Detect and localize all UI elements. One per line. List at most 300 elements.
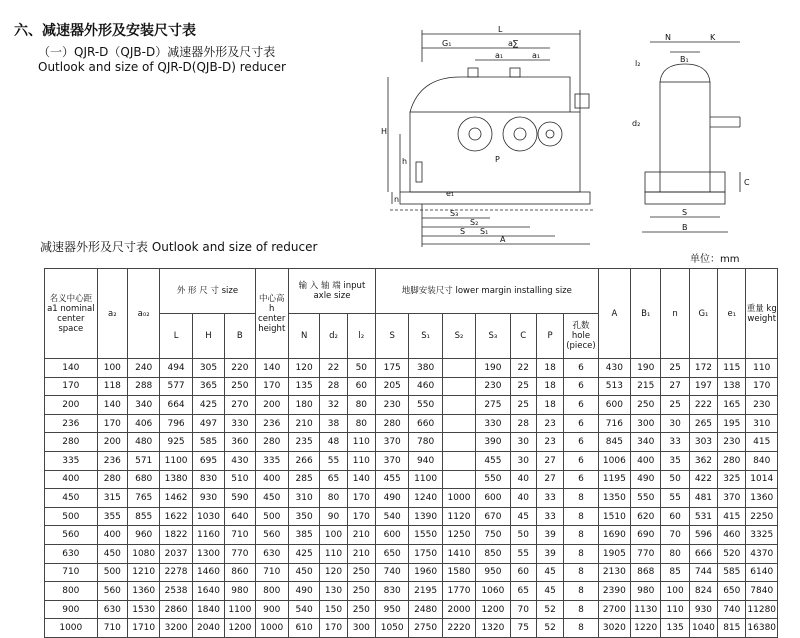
table-cell: 285 (288, 470, 319, 489)
table-cell: 22 (320, 359, 347, 378)
table-cell: 925 (160, 433, 192, 452)
table-cell: 60 (510, 563, 536, 582)
table-cell: 1390 (409, 507, 442, 526)
table-cell: 197 (689, 377, 717, 396)
table-cell: 250 (347, 563, 375, 582)
table-cell: 300 (347, 619, 375, 638)
table-cell: 1200 (476, 600, 510, 619)
table-cell: 660 (409, 414, 442, 433)
table-cell: 400 (631, 451, 661, 470)
table-cell: 230 (375, 396, 408, 415)
table-cell: 270 (225, 396, 255, 415)
drawing-label-P: P (495, 155, 500, 164)
table-cell: 494 (160, 359, 192, 378)
drawing-label-l2: l₂ (635, 59, 641, 68)
table-cell: 585 (192, 433, 224, 452)
table-cell: 6140 (746, 563, 778, 582)
header-B: B (225, 314, 255, 359)
drawing-label-H: H (381, 127, 388, 136)
table-cell: 236 (97, 451, 127, 470)
header-weight: 重量 kg weight (746, 269, 778, 359)
table-cell: 210 (347, 526, 375, 545)
table-cell: 170 (320, 619, 347, 638)
table-cell: 780 (409, 433, 442, 452)
table-cell: 266 (288, 451, 319, 470)
table-cell: 2037 (160, 544, 192, 563)
table-cell: 25 (661, 396, 689, 415)
table-cell: 1622 (160, 507, 192, 526)
table-cell: 300 (631, 414, 661, 433)
table-cell: 415 (718, 507, 746, 526)
table-cell: 2250 (746, 507, 778, 526)
table-cell: 950 (476, 563, 510, 582)
table-cell: 590 (225, 489, 255, 508)
table-cell: 800 (45, 582, 98, 601)
table-cell: 175 (375, 359, 408, 378)
header-S3: S₃ (476, 314, 510, 359)
table-cell: 18 (536, 396, 563, 415)
drawing-label-S-side: S (682, 208, 688, 217)
table-cell: 1100 (225, 600, 255, 619)
table-cell: 824 (689, 582, 717, 601)
table-cell: 400 (97, 526, 127, 545)
table-cell: 2040 (192, 619, 224, 638)
table-cell: 70 (510, 600, 536, 619)
table-cell: 666 (689, 544, 717, 563)
table-cell: 280 (375, 414, 408, 433)
table-cell: 770 (225, 544, 255, 563)
drawing-label-S1: S₁ (480, 227, 489, 236)
table-cell: 6 (564, 470, 598, 489)
table-cell: 8 (564, 600, 598, 619)
header-d2: d₂ (320, 314, 347, 359)
drawing-label-S: S (460, 227, 466, 236)
table-cell: 110 (746, 359, 778, 378)
table-cell: 33 (661, 433, 689, 452)
table-cell: 425 (192, 396, 224, 415)
table-cell: 325 (718, 470, 746, 489)
table-cell: 540 (375, 507, 408, 526)
table-cell: 3020 (598, 619, 630, 638)
table-cell: 940 (409, 451, 442, 470)
table-cell: 120 (288, 359, 319, 378)
table-cell: 30 (510, 451, 536, 470)
table-cell: 1210 (128, 563, 160, 582)
table-cell: 120 (320, 563, 347, 582)
header-N: N (288, 314, 319, 359)
table-cell: 170 (347, 507, 375, 526)
table-cell: 335 (255, 451, 288, 470)
header-B1: B₁ (631, 269, 661, 359)
header-S2: S₂ (442, 314, 475, 359)
table-cell: 25 (510, 396, 536, 415)
table-cell: 170 (746, 377, 778, 396)
table-cell: 110 (661, 600, 689, 619)
table-cell: 1360 (746, 489, 778, 508)
table-cell: 130 (320, 582, 347, 601)
header-C: C (510, 314, 536, 359)
table-cell: 1460 (192, 563, 224, 582)
table-cell: 23 (536, 414, 563, 433)
table-cell: 1120 (442, 507, 475, 526)
table-row (45, 489, 778, 508)
table-cell: 8 (564, 526, 598, 545)
table-cell: 75 (510, 619, 536, 638)
table-cell: 680 (128, 470, 160, 489)
table-cell: 980 (631, 582, 661, 601)
table-cell: 33 (536, 489, 563, 508)
table-cell: 335 (45, 451, 98, 470)
table-cell: 280 (718, 451, 746, 470)
table-cell: 362 (689, 451, 717, 470)
table-cell: 210 (288, 414, 319, 433)
table-cell: 540 (288, 600, 319, 619)
table-cell: 180 (288, 396, 319, 415)
table-cell: 490 (288, 582, 319, 601)
table-cell: 3325 (746, 526, 778, 545)
table-cell: 22 (510, 359, 536, 378)
table-cell: 28 (510, 414, 536, 433)
table-cell: 8 (564, 563, 598, 582)
table-cell: 55 (661, 489, 689, 508)
table-cell: 650 (375, 544, 408, 563)
table-cell: 460 (718, 526, 746, 545)
table-cell: 2750 (409, 619, 442, 638)
table-cell: 35 (661, 451, 689, 470)
table-cell: 39 (536, 526, 563, 545)
table-cell: 500 (255, 507, 288, 526)
table-cell: 1100 (409, 470, 442, 489)
table-cell: 425 (288, 544, 319, 563)
table-cell: 481 (689, 489, 717, 508)
table-cell: 490 (375, 489, 408, 508)
header-center-space: 名义中心距a1 nominal center space (45, 269, 98, 359)
table-cell: 422 (689, 470, 717, 489)
table-cell: 480 (128, 433, 160, 452)
table-cell: 1710 (128, 619, 160, 638)
table-cell: 1410 (442, 544, 475, 563)
table-cell: 200 (45, 396, 98, 415)
table-cell: 2860 (160, 600, 192, 619)
table-cell: 23 (536, 433, 563, 452)
table-cell: 50 (347, 359, 375, 378)
table-cell: 100 (661, 582, 689, 601)
table-cell: 560 (97, 582, 127, 601)
table-cell: 2195 (409, 582, 442, 601)
table-cell: 110 (347, 451, 375, 470)
table-cell: 770 (631, 544, 661, 563)
table-cell (442, 396, 475, 415)
table-cell: 1100 (160, 451, 192, 470)
table-row (45, 470, 778, 489)
table-cell: 868 (631, 563, 661, 582)
table-cell: 275 (476, 396, 510, 415)
table-cell: 190 (631, 359, 661, 378)
header-installing-size: 地脚安装尺寸 lower margin installing size (375, 269, 598, 314)
table-cell: 650 (718, 582, 746, 601)
table-cell: 25 (661, 359, 689, 378)
table-cell: 1640 (192, 582, 224, 601)
table-cell: 2538 (160, 582, 192, 601)
table-cell: 60 (347, 377, 375, 396)
table-row (45, 433, 778, 452)
table-cell: 330 (476, 414, 510, 433)
table-cell: 815 (718, 619, 746, 638)
table-cell: 740 (718, 600, 746, 619)
table-cell: 1240 (409, 489, 442, 508)
header-e1: e₁ (718, 269, 746, 359)
table-row (45, 507, 778, 526)
table-cell: 930 (689, 600, 717, 619)
table-cell: 380 (409, 359, 442, 378)
table-cell: 65 (320, 470, 347, 489)
header-input-axle: 输 入 轴 端 input axle size (288, 269, 375, 314)
table-cell: 315 (97, 489, 127, 508)
drawing-label-n: n (394, 195, 400, 204)
table-cell: 710 (45, 563, 98, 582)
table-cell: 1822 (160, 526, 192, 545)
table-cell: 571 (128, 451, 160, 470)
table-cell: 1060 (476, 582, 510, 601)
table-cell: 513 (598, 377, 630, 396)
table-cell: 60 (661, 507, 689, 526)
table-cell: 170 (347, 489, 375, 508)
table-cell: 115 (718, 359, 746, 378)
table-cell: 280 (255, 433, 288, 452)
drawing-label-B: B (682, 223, 688, 232)
table-cell: 1220 (631, 619, 661, 638)
table-cell: 710 (255, 563, 288, 582)
table-cell: 1960 (409, 563, 442, 582)
table-cell: 430 (598, 359, 630, 378)
drawing-label-a1-second: a₁ (532, 51, 541, 60)
table-row (45, 414, 778, 433)
table-cell: 235 (288, 433, 319, 452)
table-cell: 250 (631, 396, 661, 415)
table-cell: 52 (536, 600, 563, 619)
table-cell: 1195 (598, 470, 630, 489)
table-cell: 8 (564, 544, 598, 563)
table-cell: 577 (160, 377, 192, 396)
drawing-label-S2: S₂ (470, 218, 479, 227)
table-cell: 135 (661, 619, 689, 638)
table-cell: 250 (225, 377, 255, 396)
header-hole: 孔数 hole (piece) (564, 314, 598, 359)
table-cell: 531 (689, 507, 717, 526)
table-cell: 1000 (255, 619, 288, 638)
unit-note: 单位：mm (690, 254, 740, 265)
table-cell: 310 (288, 489, 319, 508)
table-cell: 855 (128, 507, 160, 526)
table-body (45, 359, 778, 638)
table-cell: 716 (598, 414, 630, 433)
table-cell: 50 (661, 470, 689, 489)
table-cell: 1000 (442, 489, 475, 508)
table-cell: 1320 (476, 619, 510, 638)
table-cell: 630 (45, 544, 98, 563)
header-center-height: 中心高 h center height (255, 269, 288, 359)
table-cell: 340 (631, 433, 661, 452)
table-cell: 200 (255, 396, 288, 415)
drawing-label-a1: a₁ (495, 51, 504, 60)
table-cell: 800 (255, 582, 288, 601)
table-cell: 2390 (598, 582, 630, 601)
table-cell: 110 (320, 544, 347, 563)
table-cell: 1530 (128, 600, 160, 619)
table-cell: 664 (160, 396, 192, 415)
table-cell: 600 (375, 526, 408, 545)
reducer-outline-drawing (380, 22, 790, 250)
table-cell: 150 (320, 600, 347, 619)
table-cell: 1050 (375, 619, 408, 638)
table-cell: 190 (476, 359, 510, 378)
table-cell: 205 (375, 377, 408, 396)
table-cell: 6 (564, 451, 598, 470)
table-cell: 236 (255, 414, 288, 433)
table-cell: 1360 (128, 582, 160, 601)
subtitle: （一）QJR-D（QJB-D）减速器外形及尺寸表 (38, 45, 276, 59)
table-cell: 585 (718, 563, 746, 582)
table-cell: 450 (45, 489, 98, 508)
header-A: A (598, 269, 630, 359)
table-cell: 305 (192, 359, 224, 378)
table-cell: 230 (476, 377, 510, 396)
table-cell: 170 (255, 377, 288, 396)
table-cell: 6 (564, 377, 598, 396)
table-cell: 670 (476, 507, 510, 526)
table-cell: 32 (320, 396, 347, 415)
table-cell: 2130 (598, 563, 630, 582)
table-cell: 830 (192, 470, 224, 489)
table-cell: 500 (97, 563, 127, 582)
table-cell: 170 (97, 414, 127, 433)
table-row (45, 544, 778, 563)
table-cell: 460 (409, 377, 442, 396)
table-cell: 310 (746, 414, 778, 433)
table-cell: 370 (375, 451, 408, 470)
table-cell: 45 (510, 507, 536, 526)
table-cell: 52 (536, 619, 563, 638)
table-cell: 27 (536, 470, 563, 489)
table-cell: 2480 (409, 600, 442, 619)
table-cell: 90 (320, 507, 347, 526)
table-cell (442, 433, 475, 452)
table-cell: 50 (510, 526, 536, 545)
table-caption: 减速器外形及尺寸表 Outlook and size of reducer (40, 240, 318, 254)
table-cell: 138 (718, 377, 746, 396)
table-cell: 550 (409, 396, 442, 415)
table-cell: 80 (661, 544, 689, 563)
table-cell: 2000 (442, 600, 475, 619)
table-cell: 27 (536, 451, 563, 470)
table-cell: 45 (536, 582, 563, 601)
table-cell: 280 (45, 433, 98, 452)
table-cell: 370 (718, 489, 746, 508)
table-cell: 497 (192, 414, 224, 433)
table-cell: 520 (718, 544, 746, 563)
header-n: n (661, 269, 689, 359)
table-cell: 85 (661, 563, 689, 582)
table-row (45, 359, 778, 378)
table-cell: 510 (225, 470, 255, 489)
table-cell: 330 (225, 414, 255, 433)
table-cell: 140 (45, 359, 98, 378)
table-cell: 80 (320, 489, 347, 508)
section-title: 六、减速器外形及安装尺寸表 (14, 23, 196, 39)
table-cell: 28 (320, 377, 347, 396)
table-cell: 1006 (598, 451, 630, 470)
table-cell: 1040 (689, 619, 717, 638)
table-cell: 415 (746, 433, 778, 452)
table-cell: 30 (510, 433, 536, 452)
table-cell: 236 (45, 414, 98, 433)
table-row (45, 377, 778, 396)
table-cell: 355 (97, 507, 127, 526)
table-cell: 400 (255, 470, 288, 489)
table-cell: 220 (225, 359, 255, 378)
header-S1: S₁ (409, 314, 442, 359)
table-cell: 2700 (598, 600, 630, 619)
table-cell: 1690 (598, 526, 630, 545)
table-cell: 490 (631, 470, 661, 489)
drawing-label-h: h (402, 157, 408, 166)
table-cell: 140 (347, 470, 375, 489)
table-cell: 210 (347, 544, 375, 563)
table-cell: 600 (598, 396, 630, 415)
table-cell (442, 359, 475, 378)
table-cell: 900 (45, 600, 98, 619)
table-cell (442, 377, 475, 396)
table-cell: 430 (225, 451, 255, 470)
table-cell: 550 (476, 470, 510, 489)
table-cell: 240 (128, 359, 160, 378)
table-cell: 30 (661, 414, 689, 433)
table-cell: 170 (45, 377, 98, 396)
table-cell: 950 (375, 600, 408, 619)
table-cell: 110 (347, 433, 375, 452)
table-cell: 18 (536, 359, 563, 378)
table-cell: 455 (476, 451, 510, 470)
table-cell: 960 (128, 526, 160, 545)
table-cell: 25 (510, 377, 536, 396)
table-cell: 550 (631, 489, 661, 508)
table-cell: 27 (661, 377, 689, 396)
table-row (45, 600, 778, 619)
table-cell: 340 (128, 396, 160, 415)
table-cell: 38 (320, 414, 347, 433)
header-a2: a₂ (97, 269, 127, 359)
table-cell: 2278 (160, 563, 192, 582)
table-cell (442, 470, 475, 489)
table-cell: 195 (718, 414, 746, 433)
table-cell: 55 (320, 451, 347, 470)
table-cell: 1350 (598, 489, 630, 508)
table-cell: 1300 (192, 544, 224, 563)
table-cell: 55 (510, 544, 536, 563)
table-cell: 6 (564, 433, 598, 452)
table-cell: 1014 (746, 470, 778, 489)
table-cell: 250 (347, 582, 375, 601)
table-cell: 40 (510, 470, 536, 489)
table-cell: 640 (225, 507, 255, 526)
table-cell: 400 (45, 470, 98, 489)
table-cell: 1750 (409, 544, 442, 563)
table-row (45, 526, 778, 545)
table-cell: 390 (476, 433, 510, 452)
table-cell: 596 (689, 526, 717, 545)
header-H: H (192, 314, 224, 359)
table-cell: 33 (536, 507, 563, 526)
